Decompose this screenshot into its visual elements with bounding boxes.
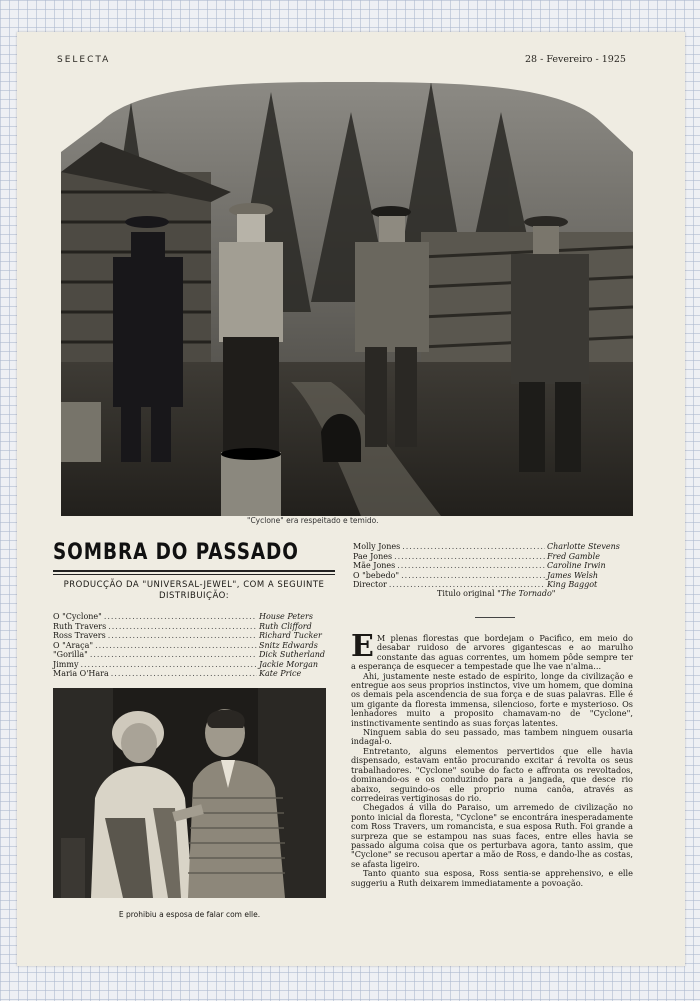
cast-row	[53, 641, 335, 651]
cast-row	[353, 561, 633, 571]
cast-role: Maria O'Hara	[53, 669, 109, 678]
drop-cap: E	[351, 629, 374, 664]
cast-actor: Snitz Edwards	[259, 640, 318, 650]
cast-role: Molly Jones	[353, 542, 401, 551]
cast-row	[53, 650, 335, 660]
separator-rule	[475, 617, 515, 618]
cast-actor: Charlotte Stevens	[547, 542, 620, 551]
issue-date: 28 - Fevereiro - 1925	[525, 54, 626, 65]
article-paragraph: Ahi, justamente neste estado de espirito, longe da civilização e entregue aos seus proprios instinctos, vive um homem, que domina os demais pela ascendencia de sua força e de suas palavras. Elle é um gigante da floresta immensa, silencioso, forte e mysterioso. Os lenhadores muito a proposito chamavam-no de "Cyclone", instinctivamente sentindo as suas forças latentes.	[351, 670, 633, 728]
film-still-couple	[53, 688, 326, 898]
photo-caption-top: "Cyclone" era respeitado e temido.	[247, 516, 379, 525]
article-paragraph: Ninguem sabia do seu passado, mas tambem ninguem ousaria indagal-o.	[351, 727, 633, 747]
cast-actor: Caroline Irwin	[547, 561, 606, 570]
magazine-name: SELECTA	[57, 55, 111, 65]
cast-actor: Richard Tucker	[259, 631, 322, 640]
film-still-lumberjacks	[61, 82, 633, 516]
cast-actor: King Baggot	[547, 580, 598, 589]
article-paragraph: Chegados á villa do Paraiso, um arremedo de civilização no ponto inicial da floresta, "Cyclone" se encontrára inesperadamente com Ross Travers, um romancista, e sua esposa Ruth. Foi grande a surpreza que se estampou nas suas faces, entre elles havia se passado alguma coisa que os perturbava agora, tanto assim, que "Cyclone" se recusou apertar a mão de Ross, e dando-lhe as costas, se afasta ligeiro.	[351, 802, 633, 869]
cast-row	[53, 622, 335, 632]
cast-row	[53, 669, 335, 679]
photo-caption-bottom: E prohibiu a esposa de falar com elle.	[118, 910, 261, 919]
original-title-value: "The Tornado"	[497, 589, 556, 598]
cast-actor: House Peters	[259, 612, 313, 621]
cast-role: Ruth Travers	[53, 621, 107, 631]
cast-role: O "Cyclone"	[53, 612, 102, 621]
cast-role: O "Araça"	[53, 640, 94, 650]
cast-row	[353, 542, 633, 552]
cast-role: Director	[353, 580, 387, 589]
original-title-label: Titulo original	[437, 589, 495, 598]
cast-row	[353, 552, 633, 562]
cast-actor: Jackie Morgan	[259, 659, 319, 669]
article-paragraph: E M plenas florestas que bordejam o Pacifico, em meio do desabar ruidoso de arvores gigantescas e ao marulho constante das aguas correntes, um homem pôde sempre ter a esperança de esquecer a tempestade que lhe vae n'alma...	[351, 629, 633, 672]
cast-role: Mãe Jones	[353, 561, 396, 570]
cast-row	[353, 571, 633, 581]
magazine-page	[17, 32, 685, 966]
article-paragraph: Entretanto, alguns elementos pervertidos que elle havia dispensado, estavam então procurando excitar á revolta os seus trabalhadores. "Cyclone" soube do facto e affronta os revoltados, dominando-os e os conduzindo para a jangada, que desce rio abaixo, seguindo-os elle proprio numa canôa, através as corredeiras vertiginosas do rio.	[351, 745, 633, 803]
production-subtitle: PRODUCÇÃO DA "UNIVERSAL-JEWEL", COM A SEGUINTE DISTRIBUIÇÃO:	[63, 580, 325, 601]
cast-actor: Kate Price	[259, 669, 302, 678]
cast-role: Jimmy	[53, 659, 79, 669]
cast-list-right	[353, 542, 633, 590]
original-title	[437, 589, 555, 598]
cast-actor: Ruth Clifford	[259, 621, 312, 631]
article-title: SOMBRA DO PASSADO	[53, 540, 299, 565]
cast-role: O "bebedo"	[353, 570, 400, 580]
article-paragraph: Tanto quanto sua esposa, Ross sentia-se apprehensivo, e elle suggeriu a Ruth deixarem immediatamente a povoação.	[351, 868, 633, 888]
cast-role: Ross Travers	[53, 631, 106, 640]
cast-actor: Fred Gamble	[547, 551, 600, 561]
cast-actor: Dick Sutherland	[259, 650, 326, 659]
cast-role: Pae Jones	[353, 551, 393, 561]
title-rule	[53, 570, 335, 575]
cast-row	[53, 612, 335, 622]
cast-row	[53, 631, 335, 641]
article-body	[351, 629, 633, 888]
cast-row	[53, 660, 335, 670]
cast-role: "Gorilla"	[53, 650, 88, 659]
cast-actor: James Welsh	[547, 570, 599, 580]
cast-list-left	[53, 612, 335, 679]
